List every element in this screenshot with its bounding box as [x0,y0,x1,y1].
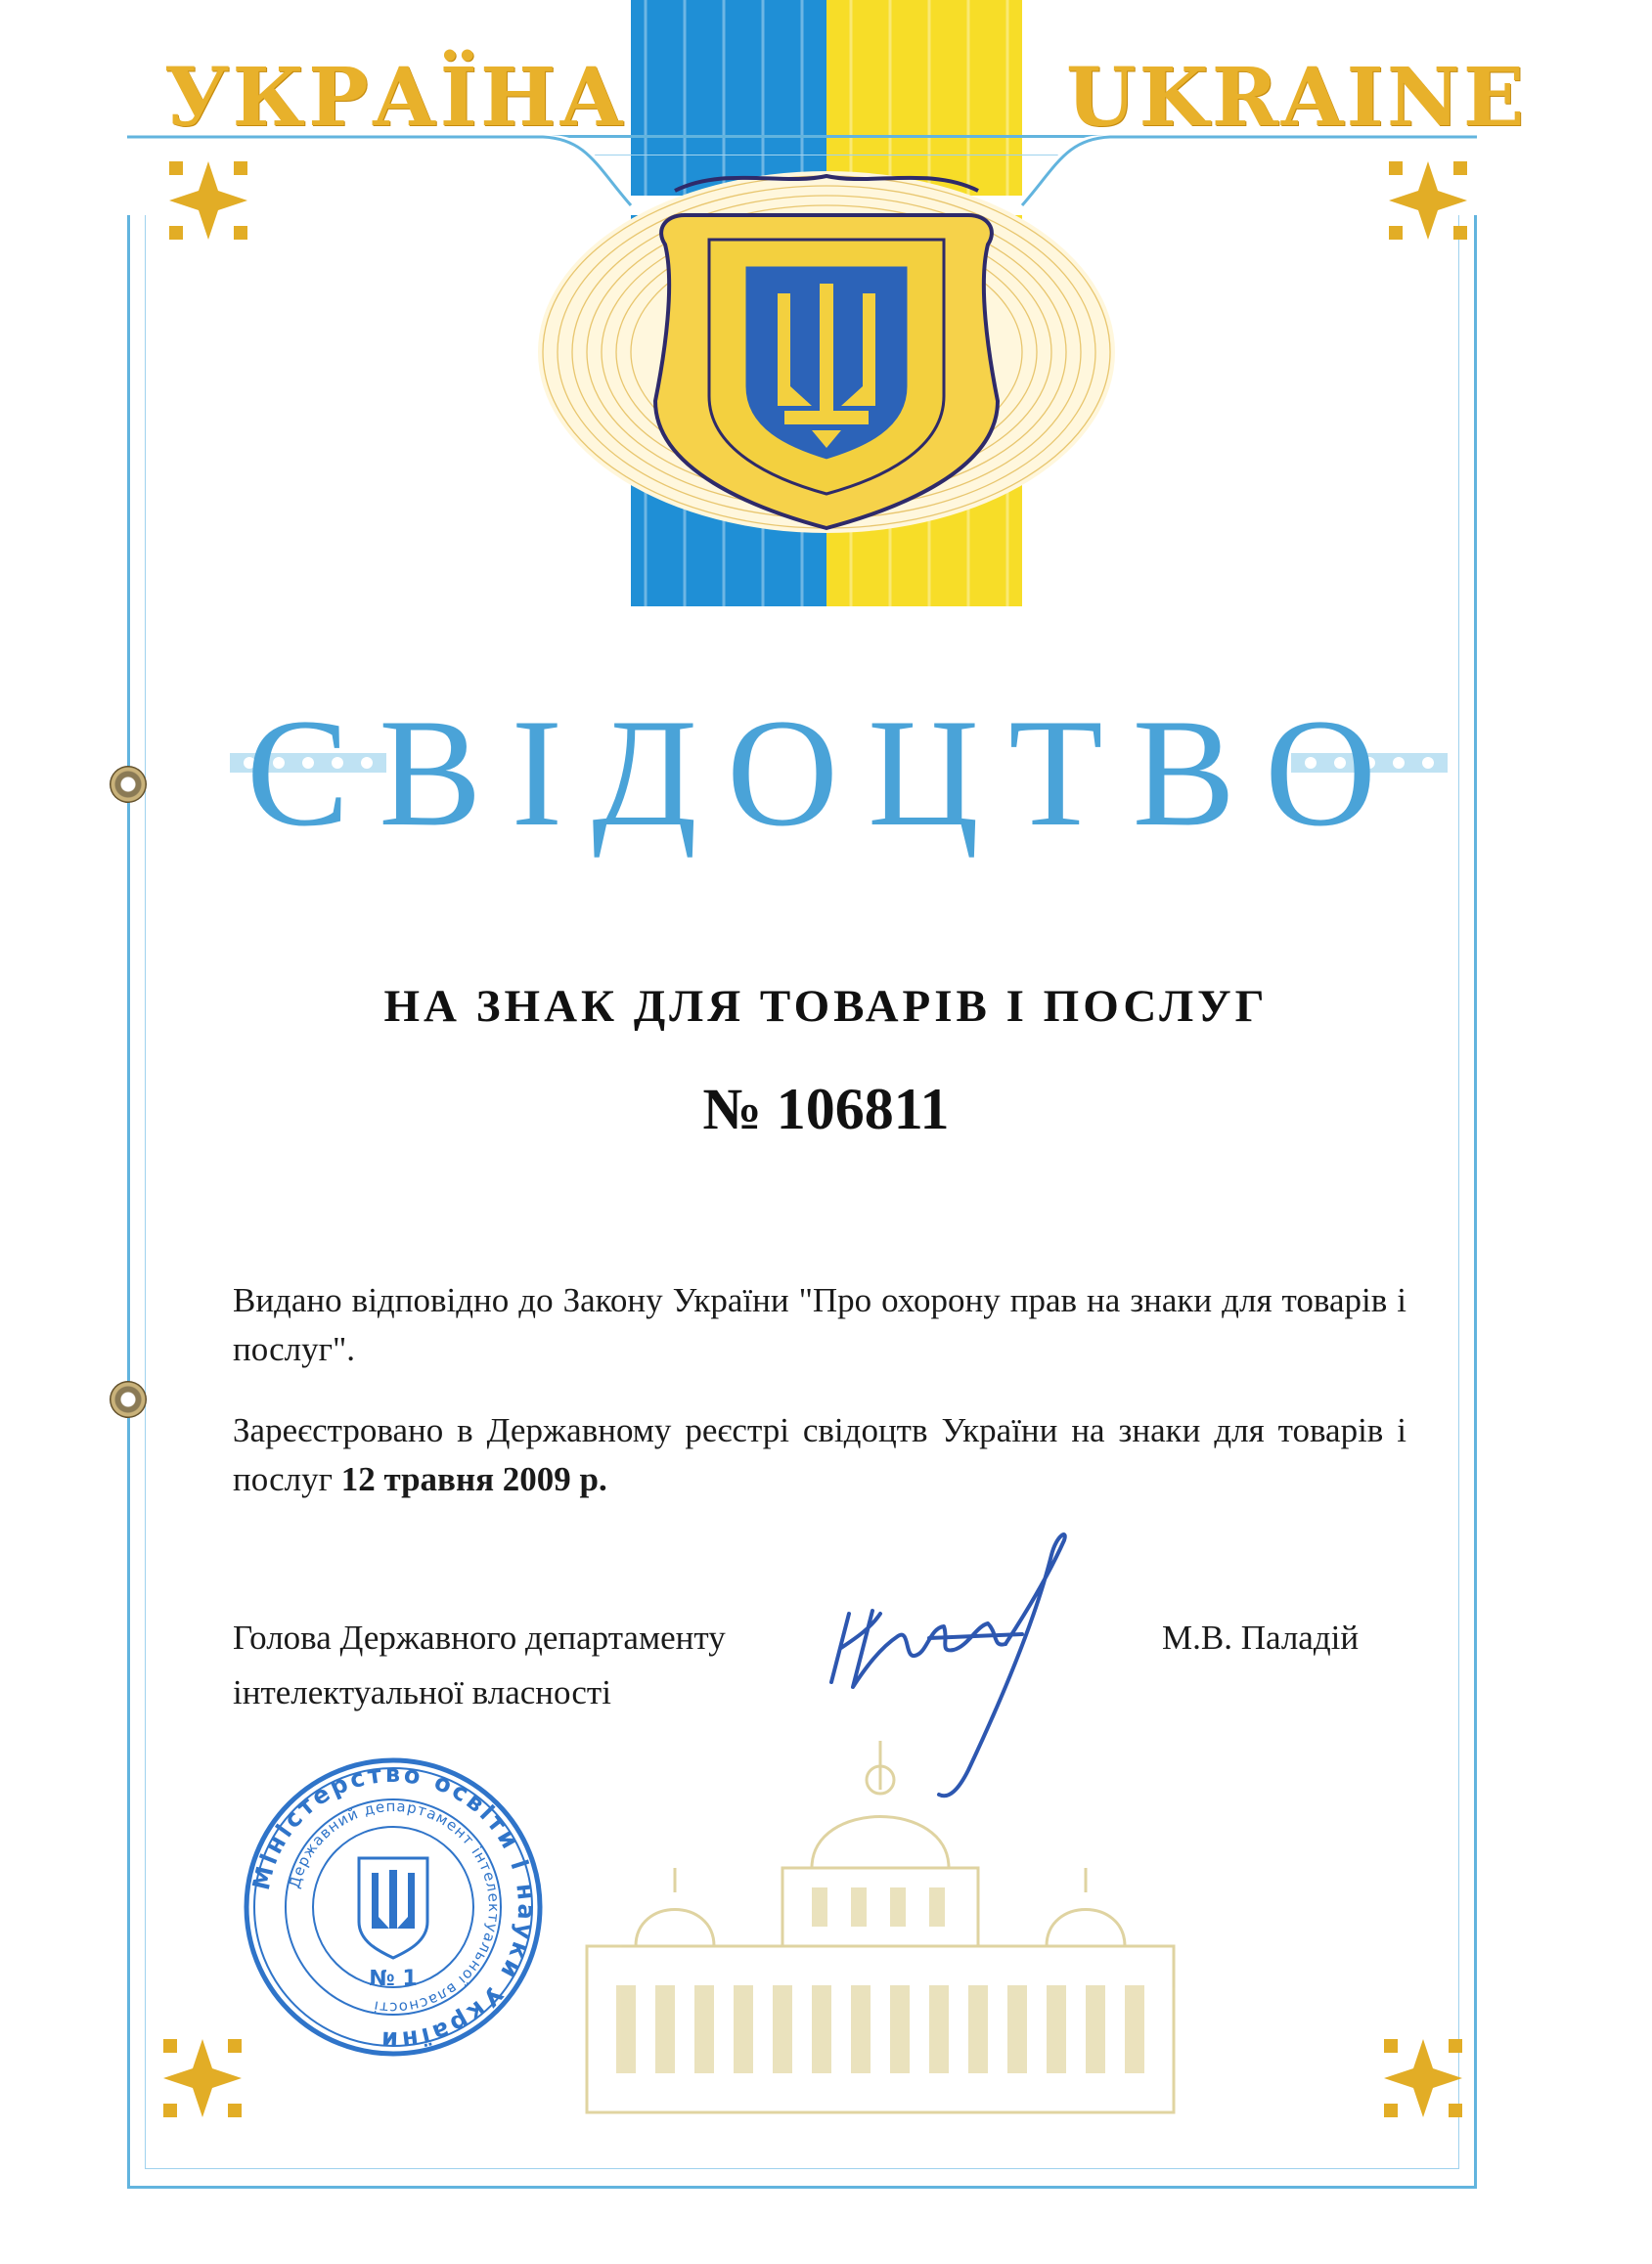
binding-hole [110,1381,147,1418]
seal-outer-text: Міністерство освіти і науки України [246,1759,541,2055]
registration-date: 12 травня 2009 р. [340,1460,607,1498]
signatory-name: М.В. Паладій [1162,1619,1360,1657]
document-title: СВІДОЦТВО [246,688,1406,859]
official-seal [237,1751,550,2064]
header-country-uk: УКРАЇНА [164,51,628,145]
registration-paragraph [233,1406,1406,1504]
signature [812,1521,1125,1814]
signatory-position-line2: інтелектуальної власності [233,1673,611,1711]
signatory-position-line1: Голова Державного департаменту [233,1619,726,1657]
trident-icon [359,1858,427,1958]
issuance-paragraph: Видано відповідно до Закону України "Про охорону прав на знаки для товарів і послуг". [233,1281,1406,1368]
seal-inner-text: Державний департамент інтелектуальної власності [285,1797,504,2018]
certificate-number: № 106811 [702,1077,950,1141]
corner-ornament-icon [1379,2034,1467,2122]
corner-ornament-icon [1384,156,1472,244]
document-subtitle: НА ЗНАК ДЛЯ ТОВАРІВ І ПОСЛУГ [383,981,1269,1032]
seal-number: № 1 [369,1967,418,1991]
coat-of-arms-emblem [528,147,1125,557]
header-country-en: UKRAINE [1066,51,1528,145]
registration-text: Зареєстровано в Державному реєстрі свідоцтв України на знаки для товарів і послуг [233,1411,1406,1498]
corner-ornament-icon [164,156,252,244]
corner-ornament-icon [158,2034,246,2122]
